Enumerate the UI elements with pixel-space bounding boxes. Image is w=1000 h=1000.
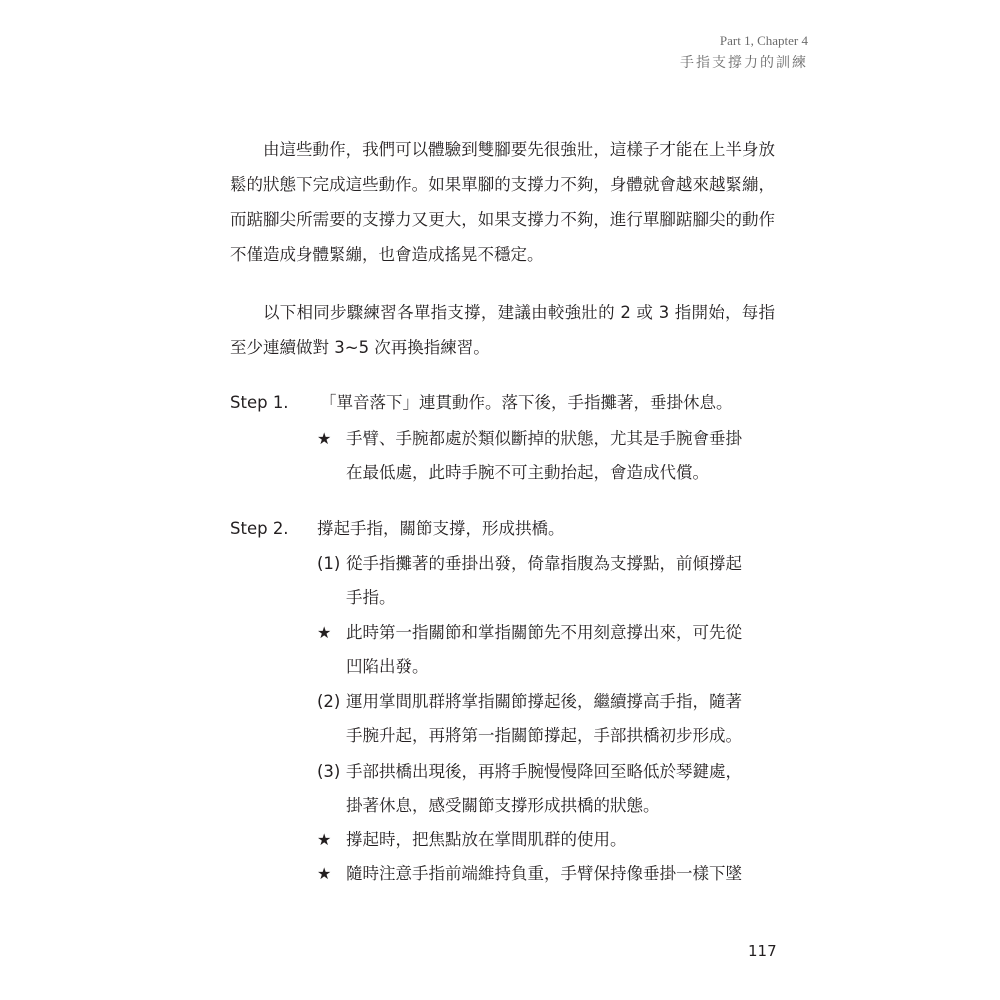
step-2-item-3-marker: (2) — [317, 692, 341, 711]
step-1-text: 「單音落下」連貫動作。落下後，手指攤著，垂掛休息。 — [320, 393, 733, 412]
step-1-label: Step 1. — [230, 393, 289, 412]
step-1-note-line-2: 在最低處，此時手腕不可主動抬起，會造成代償。 — [346, 463, 709, 482]
chapter-title: 手指支撐力的訓練 — [680, 55, 808, 71]
star-icon: ★ — [317, 429, 332, 448]
step-2-item-1-marker: (1) — [317, 554, 341, 573]
star-icon: ★ — [317, 830, 332, 849]
step-2-item-1-line-2: 手指。 — [346, 588, 396, 607]
chapter-label: Part 1, Chapter 4 — [719, 33, 808, 48]
step-1-note-line-1: 手臂、手腕都處於類似斷掉的狀態，尤其是手腕會垂掛 — [346, 429, 742, 448]
step-2-label: Step 2. — [230, 519, 289, 538]
paragraph-intro: 由這些動作，我們可以體驗到雙腳要先很強壯，這樣子才能在上半身放鬆的狀態下完成這些動作。如果單腳的支撐力不夠，身體就會越來越緊繃，而踮腳尖所需要的支撐力又更大，如果支撐力不夠，進行單腳踮腳尖的動作不僅造成身體緊繃，也會造成搖晃不穩定。 — [230, 140, 775, 264]
step-2-item-1-line-1: 從手指攤著的垂掛出發，倚靠指腹為支撐點，前傾撐起 — [346, 554, 742, 573]
step-2-item-2-line-2: 凹陷出發。 — [346, 657, 429, 676]
step-2-item-6-line-1: 隨時注意手指前端維持負重，手臂保持像垂掛一樣下墜 — [346, 864, 742, 883]
star-icon: ★ — [317, 623, 332, 642]
step-2-item-4-line-2: 掛著休息，感受關節支撐形成拱橋的狀態。 — [346, 796, 660, 815]
step-2-item-2-line-1: 此時第一指關節和掌指關節先不用刻意撐出來，可先從 — [346, 623, 742, 642]
page-number: 117 — [748, 942, 777, 960]
step-2-item-4-marker: (3) — [317, 762, 341, 781]
step-2-text: 撐起手指，關節支撐，形成拱橋。 — [317, 519, 565, 538]
step-2-item-3-line-1: 運用掌間肌群將掌指關節撐起後，繼續撐高手指，隨著 — [346, 692, 742, 711]
step-2-item-5-line-1: 撐起時，把焦點放在掌間肌群的使用。 — [346, 830, 627, 849]
step-2-item-4-line-1: 手部拱橋出現後，再將手腕慢慢降回至略低於琴鍵處， — [346, 762, 742, 781]
star-icon: ★ — [317, 864, 332, 883]
step-2-item-3-line-2: 手腕升起，再將第一指關節撐起，手部拱橋初步形成。 — [346, 726, 742, 745]
paragraph-instructions: 以下相同步驟練習各單指支撐，建議由較強壯的 2 或 3 指開始，每指至少連續做對 3~5 次再換指練習。 — [230, 303, 775, 357]
